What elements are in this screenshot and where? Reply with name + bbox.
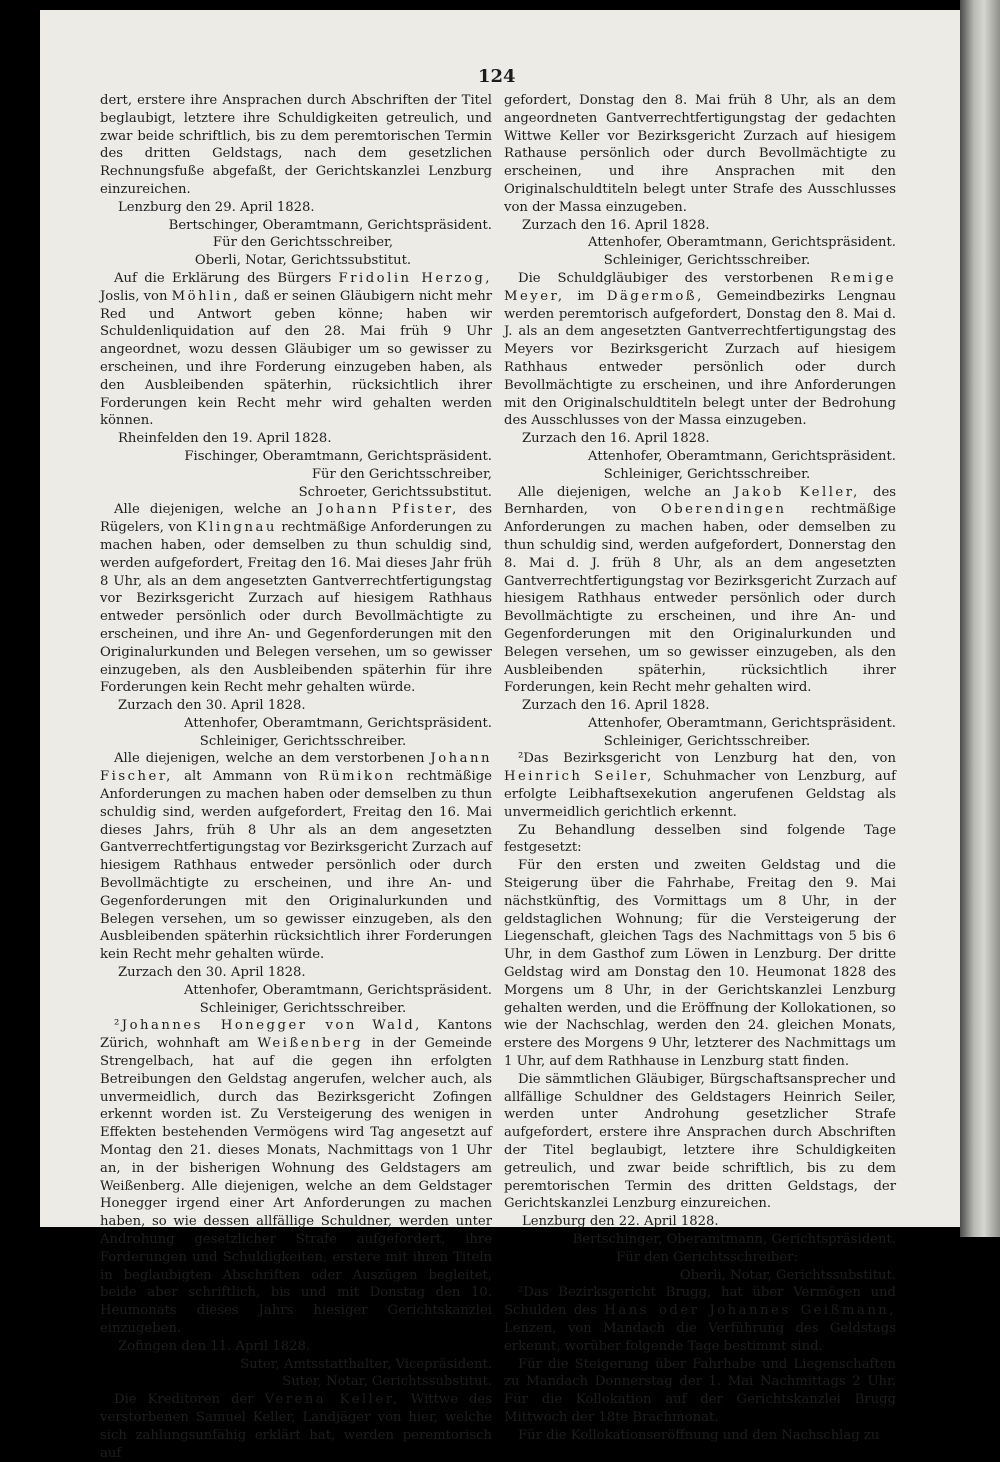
signature: Für den Gerichtsschreiber,: [212, 235, 394, 251]
signature: Schleiniger, Gerichtsschreiber.: [603, 253, 811, 269]
dateline: Zurzach den 30. April 1828.: [118, 965, 306, 981]
dateline: Zurzach den 16. April 1828.: [522, 431, 710, 447]
notice-honegger: ²Johannes Honegger von Wald, Kantons Zürich, wohnhaft am Weißenberg in der Gemeinde Strengelbach, hat auf die gegen ihn erfolgten Betreibungen den Geldstag angerufen, welcher auch, als unvermeidlich, durch das Bezirksgericht Zofingen erkennt worden ist. Zu Versteigerung des wenigen in Effekten bestehenden Vermögens wird Tag angesetzt auf Montag den 21. dieses Monats, Nachmittags von 1 Uhr an, in der bisherigen Wohnung des Geldstagers am Weißenberg. Alle diejenigen, welche an dem Geldstager Honegger irgend einer Art Anforderungen zu machen haben, so wie dessen allfällige Schuldner, werden unter Androhung gesetzlicher Strafe aufgefordert, ihre Forderungen und Schuldigkeiten, erstere mit ihren Titeln in beglaubigten Abschriften oder Auszügen begleitet, beide aber schriftlich, bis und mit Donstag den 10. Heumonats dieses Jahrs hiesiger Gerichtskanzlei einzugeben.: [100, 1018, 492, 1336]
notice-geissmann: ²Das Bezirksgericht Brugg, hat über Vermögen und Schulden des Hans oder Johannes Geißmann, Lenzen, von Mandach die Verführung des Geldstags erkennt, worüber folgende Tage bestimmt sind.: [504, 1285, 896, 1354]
dateline: Lenzburg den 22. April 1828.: [522, 1214, 719, 1230]
signature: Suter, Amtsstatthalter, Vicepräsident.: [240, 1356, 492, 1372]
notice-paragraph: Zu Behandlung desselben sind folgende Tage festgesetzt:: [504, 822, 896, 856]
signature: Schleiniger, Gerichtsschreiber.: [603, 733, 811, 749]
signature: Suter, Notar, Gerichtssubstitut.: [282, 1374, 492, 1390]
right-column: [504, 92, 896, 1445]
signature: Fischinger, Oberamtmann, Gerichtspräsident.: [184, 448, 492, 464]
person-name: Hans oder Johannes Geißmann,: [604, 1303, 896, 1319]
page-number: 124: [478, 66, 516, 87]
signature: Bertschinger, Oberamtmann, Gerichtspräsident.: [168, 217, 492, 233]
notice-lenzburg-continued: dert, erstere ihre Ansprachen durch Abschriften der Titel beglaubigt, letztere ihre Schuldigkeiten getreulich, und zwar beide schriftlich, bis zu dem peremtorischen Termin des dritten Geldstags, nach dem gesetzlichen Rechnungsfuße abgefaßt, der Gerichtskanzlei Lenzburg einzureichen.: [100, 93, 492, 197]
person-name: Jakob Keller,: [733, 484, 860, 500]
town-name: Wald,: [372, 1018, 422, 1034]
dateline: Zurzach den 16. April 1828.: [522, 698, 710, 714]
notice-keller-start: Die Kreditoren der Verena Keller, Wittwe des verstorbenen Samuel Keller, Landjäger von hier, welche sich zahlungsunfähig erklärt hat, werden peremtorisch auf: [100, 1392, 493, 1461]
notice-seiler: ²Das Bezirksgericht von Lenzburg hat den, von Heinrich Seiler, Schuhmacher von Lenzburg, auf erfolgte Leibhaftsexekution angerufenen Geldstag als unvermeidlich gerichtlich erkennt.: [504, 751, 896, 820]
notice-paragraph: Für die Steigerung über Fahrhabe und Liegenschaften zu Mandach Donnerstag der 1. Mai Nachmittags 2 Uhr. Für die Kollokation auf der Gerichtskanzlei Brugg Mittwoch der 18te Brachmonat.: [504, 1356, 896, 1425]
signature: Attenhofer, Oberamtmann, Gerichtspräsident.: [184, 715, 492, 731]
town-name: Rümikon: [318, 769, 396, 785]
left-column: [100, 92, 492, 1462]
signature: Bertschinger, Oberamtmann, Gerichtspräsident.: [572, 1232, 896, 1247]
dateline: Zofingen den 11. April 1828.: [118, 1338, 311, 1354]
signature: Attenhofer, Oberamtmann, Gerichtspräsident.: [184, 982, 492, 998]
notice-herzog: Auf die Erklärung des Bürgers Fridolin Herzog, Joslis, von Möhlin, daß er seinen Gläubigern nicht mehr Red und Antwort geben könne; haben wir Schuldenliquidation auf den 28. Mai früh 9 Uhr angeordnet, wozu dessen Gläubiger um so gewisser zu erscheinen, und ihre Forderung einzugeben haben, als den Ausbleibenden späterhin, rücksichtlich ihrer Forderungen kein Recht mehr wird gehalten werden können.: [100, 270, 493, 429]
signature: Für den Gerichtsschreiber,: [311, 466, 492, 482]
notice-pfister: Alle diejenigen, welche an Johann Pfister, des Rügelers, von Klingnau rechtmäßige Anforderungen zu machen haben, oder demselben zu thun schuldig sind, werden aufgefordert, Freitag den 16. Mai dieses Jahr früh 8 Uhr, als an dem angesetzten Gantverrechtfertigungstag vor Bezirksgericht Zurzach auf hiesigem Rathhaus entweder persönlich oder durch Bevollmächtigte zu erscheinen, und ihre An- und Gegenforderungen mit den Originalurkunden und Belegen versehen, um so gewisser einzugeben, als den Ausbleibenden späterhin für ihre Forderungen kein Recht mehr gehalten würde.: [100, 502, 493, 696]
person-name: Fridolin Herzog,: [338, 270, 492, 286]
notice-paragraph: Für den ersten und zweiten Geldstag und die Steigerung über die Fahrhabe, Freitag den 9. Mai nächstkünftig, des Vormittags um 8 Uhr, in der geldstaglichen Wohnung; für die Versteigerung der Liegenschaft, gleichen Tags des Nachmittags von 5 bis 6 Uhr, in dem Gasthof zum Löwen in Lenzburg. Der dritte Geldstag wird am Donstag den 10. Heumonat 1828 des Morgens um 8 Uhr, in der Gerichtskanzlei Lenzburg gehalten werden, und die Eröffnung der Kollokationen, so wie der Nachschlag, werden den 24. gleichen Monats, erstere des Morgens 9 Uhr, letzterer des Nachmittags um 1 Uhr, auf dem Rathhause in Lenzburg statt finden.: [504, 858, 896, 1070]
town-name: Oberendingen: [660, 502, 787, 518]
signature: Schleiniger, Gerichtsschreiber.: [603, 466, 811, 482]
signature: Schroeter, Gerichtssubstitut.: [298, 484, 492, 500]
place-name: Dägermoß,: [606, 288, 704, 304]
dateline: Zurzach den 16. April 1828.: [522, 217, 710, 233]
place-name: Weißenberg: [257, 1036, 364, 1052]
notice-keller-continued: gefordert, Donstag den 8. Mai früh 8 Uhr, als an dem angeordneten Gantverrechtfertigungstag der gedachten Wittwe Keller vor Bezirksgericht Zurzach auf hiesigem Rathause persönlich oder durch Bevollmächtigte zu erscheinen, und ihre Ansprachen mit den Originalschuldtiteln belegt unter Strafe des Ausschlusses von der Massa einzugeben.: [504, 93, 896, 215]
town-name: Möhlin,: [171, 288, 241, 304]
notice-fischer: Alle diejenigen, welche an dem verstorbenen Johann Fischer, alt Ammann von Rümikon rechtmäßige Anforderungen zu machen haben oder demselben zu thun schuldig sind, werden aufgefordert, Freitag den 16. Mai dieses Jahrs, früh 8 Uhr als an dem angesetzten Gantverrechtfertigungstag vor Bezirksgericht Zurzach auf hiesigem Rathhaus entweder persönlich oder durch Bevollmächtigte zu erscheinen, und ihre An- und Gegenforderungen mit den Originalurkunden und Belegen versehen, um so gewisser einzugeben, als den Ausbleibenden späterhin rücksichtlich ihrer Forderungen kein Recht mehr gehalten würde.: [100, 751, 492, 963]
signature: Für den Gerichtsschreiber:: [616, 1249, 798, 1265]
notice-jakob-keller: Alle diejenigen, welche an Jakob Keller, des Bernharden, von Oberendingen rechtmäßige Anforderungen zu machen haben, oder demselben zu thun schuldig sind, werden aufgefordert, Donnerstag den 8. Mai d. J. früh 8 Uhr, als an dem angesetzten Gantverrechtfertigungstag vor Bezirksgericht Zurzach auf hiesigem Rathhaus entweder persönlich oder durch Bevollmächtigte zu erscheinen, und ihre An- und Gegenforderungen mit den Originalurkunden und Belegen versehen, um so gewisser einzugeben, als den Ausbleibenden späterhin, rücksichtlich ihrer Forderungen, kein Recht mehr gehalten wird.: [504, 484, 897, 696]
signature: Schleiniger, Gerichtsschreiber.: [199, 733, 407, 749]
signature: Attenhofer, Oberamtmann, Gerichtspräsident.: [588, 715, 896, 731]
notice-paragraph: Die sämmtlichen Gläubiger, Bürgschaftsansprecher und allfällige Schuldner des Geldstagers Heinrich Seiler, werden unter Androhung gesetzlicher Strafe aufgefordert, erstere ihre Ansprachen durch Abschriften der Titel beglaubigt, letztere ihre Schuldigkeiten getreulich, und zwar beide schriftlich, bis zu dem peremtorischen Termin des dritten Geldstags, der Gerichtskanzlei Lenzburg einzureichen.: [504, 1071, 896, 1212]
person-name: Verena Keller,: [264, 1392, 400, 1408]
signature: Oberli, Notar, Gerichtssubstitut.: [679, 1267, 896, 1283]
signature: Attenhofer, Oberamtmann, Gerichtspräsident.: [588, 235, 896, 251]
person-name: Heinrich Seiler,: [504, 769, 654, 785]
signature: Oberli, Notar, Gerichtssubstitut.: [194, 253, 412, 269]
person-name: Johann Fischer,: [100, 751, 492, 785]
dateline: Lenzburg den 29. April 1828.: [118, 199, 315, 215]
person-name: Johann Pfister,: [317, 502, 459, 518]
notice-paragraph: Für die Kollokationseröffnung und den Nachschlag zu: [518, 1427, 880, 1443]
signature: Attenhofer, Oberamtmann, Gerichtspräsident.: [588, 448, 896, 464]
dateline: Zurzach den 30. April 1828.: [118, 698, 306, 714]
town-name: Klingnau: [196, 520, 277, 536]
signature: Schleiniger, Gerichtsschreiber.: [199, 1000, 407, 1016]
book-spine: [960, 0, 1000, 1237]
notice-meyer: Die Schuldgläubiger des verstorbenen Remige Meyer, im Dägermoß, Gemeindbezirks Lengnau werden peremtorisch aufgefordert, Donstag den 8. Mai d. J. als an dem angesetzten Gantverrechtfertigungstag des Meyers vor Bezirksgericht Zurzach auf hiesigem Rathhaus entweder persönlich oder durch Bevollmächtigte zu erscheinen, und ihre Anforderungen mit den Originalschuldtiteln belegt unter der Bedrohung des Ausschlusses von der Massa einzugeben.: [504, 270, 896, 429]
person-name: Remige Meyer,: [504, 270, 896, 304]
person-name: ²Johannes Honegger von: [114, 1018, 357, 1034]
dateline: Rheinfelden den 19. April 1828.: [118, 431, 332, 447]
